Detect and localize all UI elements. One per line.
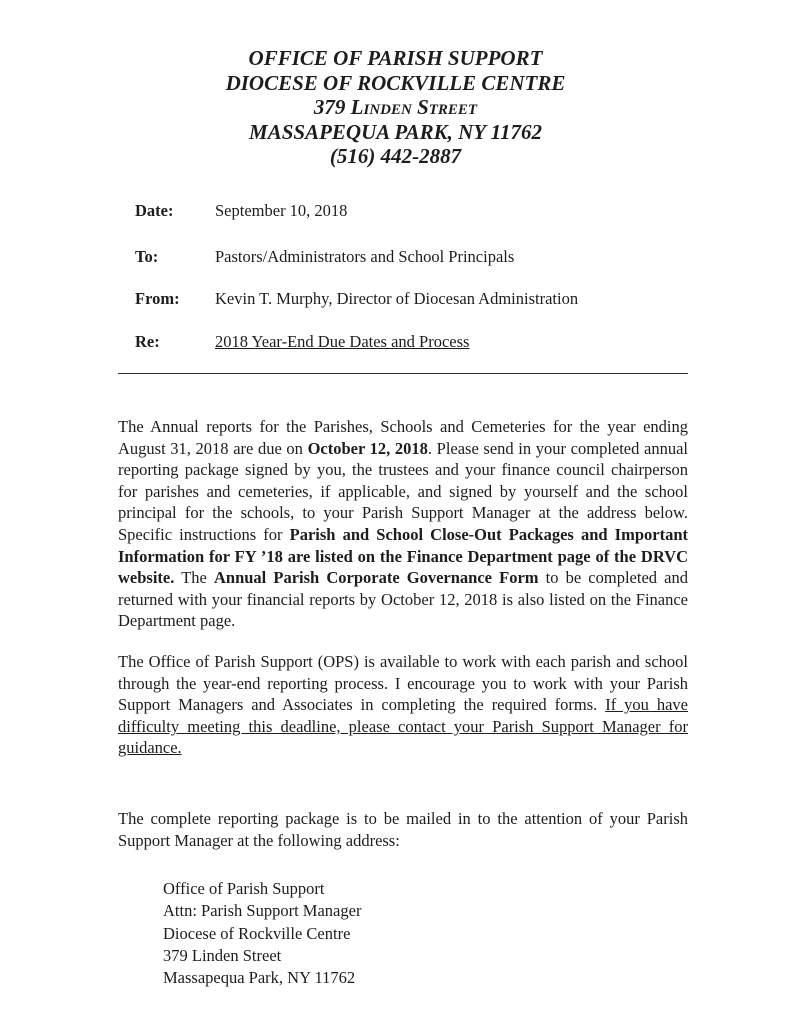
address-line: Massapequa Park, NY 11762 bbox=[163, 968, 356, 988]
letterhead-street: 379 Linden Street bbox=[313, 95, 478, 119]
to-value: Pastors/Administrators and School Principals bbox=[215, 247, 515, 266]
date-label: Date: bbox=[135, 201, 174, 220]
address-line: Attn: Parish Support Manager bbox=[163, 901, 362, 921]
paragraph-due-dates bbox=[118, 416, 688, 632]
divider bbox=[118, 373, 688, 374]
from-label: From: bbox=[135, 289, 180, 308]
from-value: Kevin T. Murphy, Director of Diocesan Administration bbox=[215, 289, 579, 308]
letterhead bbox=[0, 46, 791, 169]
text: to be completed and returned with your financial reports by October 12, 2018 is also listed on the Finance Department page. bbox=[118, 568, 688, 631]
governance-form-name: Annual Parish Corporate Governance Form bbox=[213, 568, 539, 588]
due-date: October 12, 2018 bbox=[307, 438, 428, 458]
instructions-note: Parish and School Close-Out Packages and Important Information for FY ’18 are listed on the Finance Department page of the DRVC website. bbox=[118, 524, 689, 588]
address-line: Diocese of Rockville Centre bbox=[163, 923, 351, 943]
text: The bbox=[174, 568, 214, 588]
text: The Office of Parish Support (OPS) is available to work with each parish and school through the year-end reporting process. I encourage you to work with your Parish Support Managers and Associates in completing the required forms. bbox=[118, 652, 688, 715]
paragraph-ops bbox=[118, 651, 688, 759]
re-value: 2018 Year-End Due Dates and Process bbox=[215, 332, 470, 351]
letterhead-phone: (516) 442-2887 bbox=[329, 144, 462, 168]
to-label: To: bbox=[135, 247, 159, 266]
address-line: Office of Parish Support bbox=[163, 879, 325, 898]
letterhead-office: OFFICE OF PARISH SUPPORT bbox=[248, 46, 543, 70]
letterhead-diocese: DIOCESE OF ROCKVILLE CENTRE bbox=[225, 70, 566, 95]
paragraph-mailing: The complete reporting package is to be mailed in to the attention of your Parish Support Manager at the following address: bbox=[118, 809, 688, 850]
re-label: Re: bbox=[135, 332, 160, 351]
date-value: September 10, 2018 bbox=[215, 201, 348, 220]
text: . Please send in your completed annual reporting package signed by you, the trustees and your finance council chairperson for parishes and cemeteries, if applicable, and signed by yourself and the school principal for the schools, to your Parish Support Manager at the address below. Specific instructions for bbox=[118, 438, 688, 544]
deadline-note: If you have difficulty meeting this deadline, please contact your Parish Support Manager for guidance. bbox=[118, 695, 688, 758]
mailing-address bbox=[163, 878, 361, 989]
address-line: 379 Linden Street bbox=[163, 945, 282, 965]
text: The Annual reports for the Parishes, Schools and Cemeteries for the year ending August 31, 2018 are due on bbox=[118, 417, 688, 458]
letterhead-city: MASSAPEQUA PARK, NY 11762 bbox=[249, 119, 542, 144]
